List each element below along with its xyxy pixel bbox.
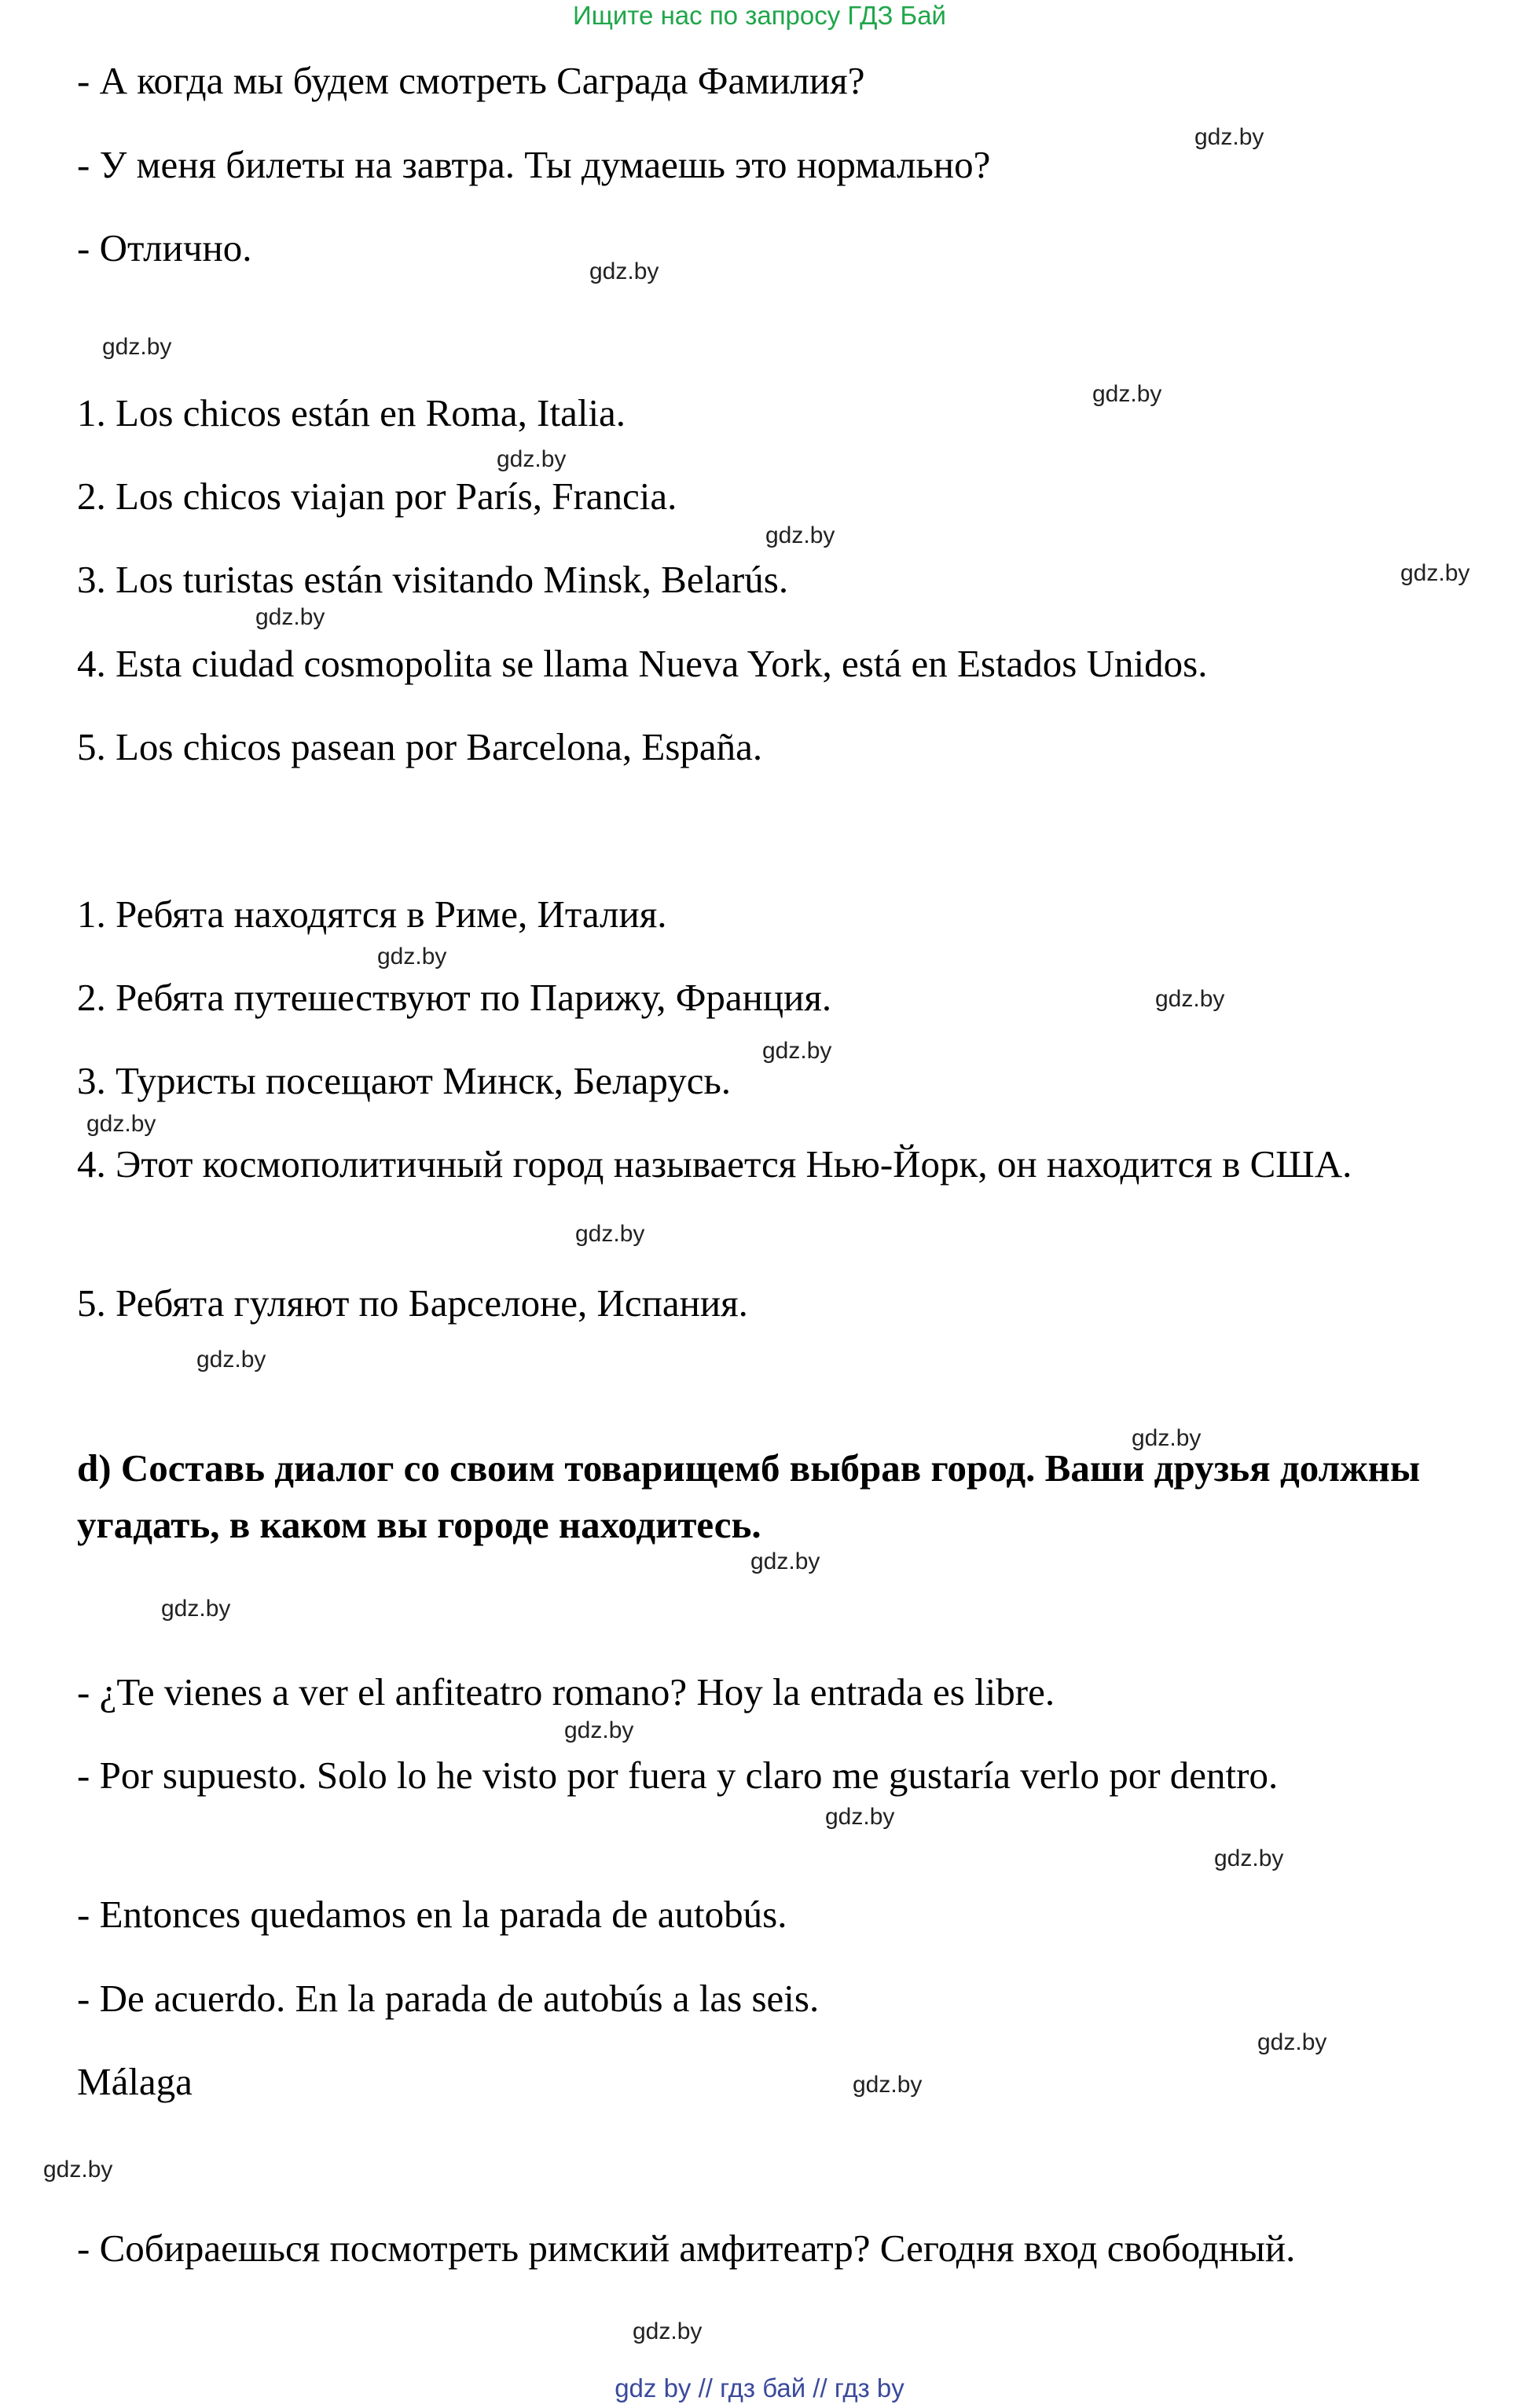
list-item: 1. Los chicos están en Roma, Italia. — [77, 391, 626, 434]
watermark: gdz.by — [1257, 2029, 1327, 2055]
watermark: gdz.by — [1400, 560, 1470, 586]
dialog-line: - У меня билеты на завтра. Ты думаешь это нормально? — [77, 143, 991, 186]
watermark: gdz.by — [43, 2157, 113, 2183]
watermark: gdz.by — [564, 1717, 634, 1743]
watermark: gdz.by — [589, 258, 659, 284]
watermark: gdz.by — [825, 1804, 895, 1830]
list-item: 5. Ребята гуляют по Барселоне, Испания. — [77, 1281, 748, 1325]
task-heading: d) Составь диалог со своим товарищемб выбрав город. Ваши друзья должны угадать, в каком вы городе находитесь. — [77, 1446, 1421, 1546]
watermark: gdz.by — [853, 2072, 923, 2098]
watermark: gdz.by — [196, 1347, 266, 1373]
watermark: gdz.by — [86, 1111, 156, 1137]
list-item: 2. Ребята путешествуют по Парижу, Франция. — [77, 976, 832, 1019]
watermark: gdz.by — [633, 2318, 703, 2344]
watermark: gdz.by — [1155, 986, 1225, 1012]
watermark: gdz.by — [161, 1596, 231, 1622]
watermark: gdz.by — [255, 604, 325, 630]
footer-links[interactable]: gdz by // гдз бай // гдз by — [615, 2373, 904, 2403]
watermark: gdz.by — [575, 1221, 645, 1247]
list-item: 3. Los turistas están visitando Minsk, Belarús. — [77, 558, 789, 601]
dialog-line: - Por supuesto. Solo lo he visto por fuera y claro me gustaría verlo por dentro. — [77, 1754, 1279, 1797]
dialog-line: - Собираешься посмотреть римский амфитеатр? Сегодня вход свободный. — [77, 2227, 1296, 2270]
watermark: gdz.by — [1194, 124, 1264, 150]
dialog-line: - De acuerdo. En la parada de autobús a las seis. — [77, 1977, 820, 2020]
watermark: gdz.by — [102, 334, 172, 360]
list-item: 3. Туристы посещают Минск, Беларусь. — [77, 1059, 732, 1102]
list-item: 2. Los chicos viajan por París, Francia. — [77, 475, 677, 518]
list-item: 5. Los chicos pasean por Barcelona, España. — [77, 725, 763, 768]
watermark: gdz.by — [1132, 1425, 1202, 1451]
header-search-link[interactable]: Ищите нас по запросу ГДЗ Бай — [573, 1, 946, 30]
list-item: 4. Этот космополитичный город называется Нью-Йорк, он находится в США. — [77, 1142, 1352, 1186]
dialog-line: - ¿Te vienes a ver el anfiteatro romano? Hoy la entrada es libre. — [77, 1670, 1055, 1713]
city-name: Málaga — [77, 2060, 193, 2103]
dialog-line: - А когда мы будем смотреть Саграда Фамилия? — [77, 59, 865, 102]
watermark: gdz.by — [750, 1549, 820, 1574]
watermark: gdz.by — [377, 944, 447, 969]
watermark: gdz.by — [1092, 381, 1162, 407]
list-item: 1. Ребята находятся в Риме, Италия. — [77, 892, 667, 936]
watermark: gdz.by — [765, 522, 835, 548]
list-item: 4. Esta ciudad cosmopolita se llama Nueva York, está en Estados Unidos. — [77, 642, 1208, 685]
dialog-line: - Отлично. — [77, 226, 252, 269]
watermark: gdz.by — [1214, 1845, 1284, 1871]
watermark: gdz.by — [762, 1038, 832, 1064]
dialog-line: - Entonces quedamos en la parada de autobús. — [77, 1893, 787, 1936]
watermark: gdz.by — [497, 446, 567, 472]
